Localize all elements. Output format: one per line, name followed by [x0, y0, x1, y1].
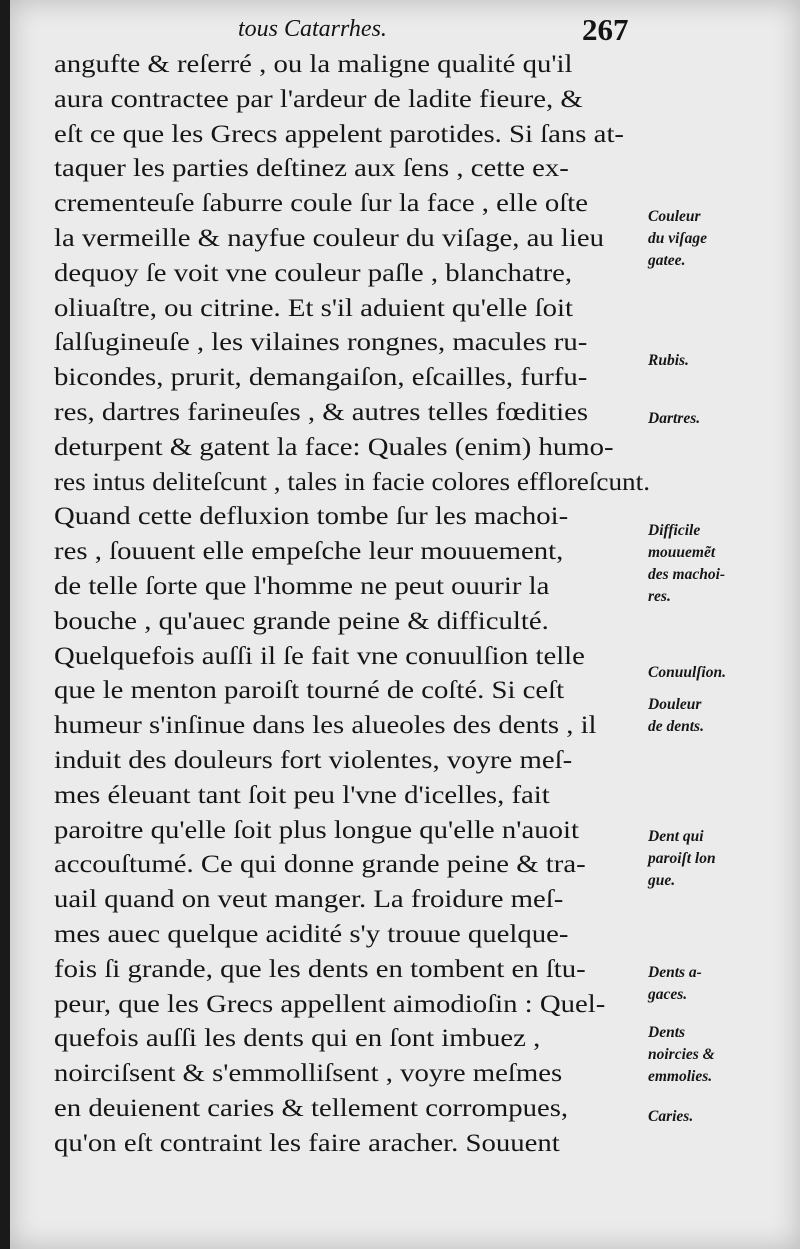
- text-line: quefois auſſi les dents qui en ſont imbuez ,: [54, 1025, 541, 1053]
- margin-note-line: du viſage: [648, 230, 707, 247]
- margin-note-line: Rubis.: [648, 352, 689, 369]
- text-line: que le menton paroiſt tourné de coſté. Si ceſt: [54, 677, 565, 705]
- margin-note-line: gue.: [648, 872, 676, 889]
- margin-note-line: Dents: [648, 1024, 686, 1041]
- text-line: taquer les parties deſtinez aux ſens , cette ex-: [54, 155, 569, 183]
- margin-note: [648, 962, 763, 1006]
- text-line: Quelquefois auſſi il ſe fait vne conuulſion telle: [54, 642, 585, 670]
- margin-note: [648, 1106, 763, 1128]
- margin-note: [648, 662, 763, 684]
- text-line: bicondes, prurit, demangaiſon, eſcailles, furfu-: [54, 364, 588, 392]
- text-line: oliuaſtre, ou citrine. Et s'il aduient qu'elle ſoit: [54, 294, 573, 322]
- margin-note: [648, 350, 763, 372]
- text-line: mes auec quelque acidité s'y trouue quelque-: [54, 920, 569, 948]
- text-line: noirciſsent & s'emmolliſsent , voyre meſmes: [54, 1060, 563, 1088]
- margin-note-line: mouuemẽt: [648, 544, 716, 561]
- text-line: crementeuſe ſaburre coule ſur la face , elle oſte: [54, 190, 588, 218]
- margin-note-line: noircies &: [648, 1046, 715, 1063]
- margin-note-line: Dent qui: [648, 828, 704, 845]
- text-line: dequoy ſe voit vne couleur paſle , blanchatre,: [54, 259, 573, 287]
- text-line: aura contractee par l'ardeur de ladite fieure, &: [54, 85, 583, 113]
- text-line: res intus deliteſcunt , tales in facie colores effloreſcunt.: [54, 468, 651, 496]
- margin-note-line: res.: [648, 588, 671, 605]
- margin-note-line: Couleur: [648, 208, 701, 225]
- margin-note: [648, 826, 763, 892]
- margin-note: [648, 694, 763, 738]
- text-line: paroitre qu'elle ſoit plus longue qu'elle n'auoit: [54, 816, 579, 844]
- margin-note-line: Difficile: [648, 522, 701, 539]
- text-line: qu'on eſt contraint les faire aracher. Souuent: [54, 1129, 560, 1157]
- text-line: humeur s'inſinue dans les alueoles des dents , il: [54, 712, 597, 740]
- text-line: de telle ſorte que l'homme ne peut ouurir la: [54, 572, 550, 600]
- text-line: mes éleuant tant ſoit peu l'vne d'icelles, fait: [54, 781, 550, 809]
- text-line: res, dartres farineuſes , & autres telles fœdities: [54, 398, 589, 426]
- text-line: ſalſugineuſe , les vilaines rongnes, macules ru-: [54, 329, 588, 357]
- text-line: accouſtumé. Ce qui donne grande peine & tra-: [54, 851, 586, 879]
- text-line: res , ſouuent elle empeſche leur mouuement,: [54, 538, 564, 566]
- margin-note-line: gatee.: [648, 252, 686, 269]
- text-line: uail quand on veut manger. La froidure meſ-: [54, 886, 564, 914]
- margin-note-line: de dents.: [648, 718, 704, 735]
- book-page: [10, 0, 800, 1249]
- text-line: fois ſi grande, que les dents en tombent en ſtu-: [54, 955, 586, 983]
- margin-note: [648, 408, 763, 430]
- text-line: Quand cette defluxion tombe ſur les machoi-: [54, 503, 569, 531]
- text-line: eſt ce que les Grecs appelent parotides. Si ſans at-: [54, 120, 625, 148]
- margin-note-line: Dartres.: [648, 410, 701, 427]
- text-line: la vermeille & nayfue couleur du viſage, au lieu: [54, 224, 605, 252]
- running-head: tous Catarrhes.: [238, 16, 387, 42]
- margin-note: [648, 206, 763, 272]
- margin-note: [648, 1022, 763, 1088]
- margin-note-line: des machoi-: [648, 566, 726, 583]
- margin-note: [648, 520, 763, 608]
- margin-notes: [10, 0, 800, 1249]
- margin-note-line: Caries.: [648, 1108, 694, 1125]
- page-number: 267: [582, 12, 629, 47]
- text-line: angufte & reſerré , ou la maligne qualité qu'il: [54, 51, 573, 78]
- text-line: induit des douleurs fort violentes, voyre meſ-: [54, 746, 573, 774]
- margin-note-line: Dents a-: [648, 964, 702, 981]
- margin-note-line: gaces.: [648, 986, 688, 1003]
- text-line: peur, que les Grecs appellent aimodioſin : Quel-: [54, 990, 606, 1018]
- text-line: bouche , qu'auec grande peine & difficulté.: [54, 607, 549, 635]
- margin-note-line: paroiſt lon: [648, 850, 716, 867]
- margin-note-line: Conuulſion.: [648, 664, 726, 681]
- text-line: en deuienent caries & tellement corrompues,: [54, 1094, 569, 1122]
- text-line: deturpent & gatent la face: Quales (enim) humo-: [54, 433, 614, 461]
- margin-note-line: emmolies.: [648, 1068, 713, 1085]
- margin-note-line: Douleur: [648, 696, 702, 713]
